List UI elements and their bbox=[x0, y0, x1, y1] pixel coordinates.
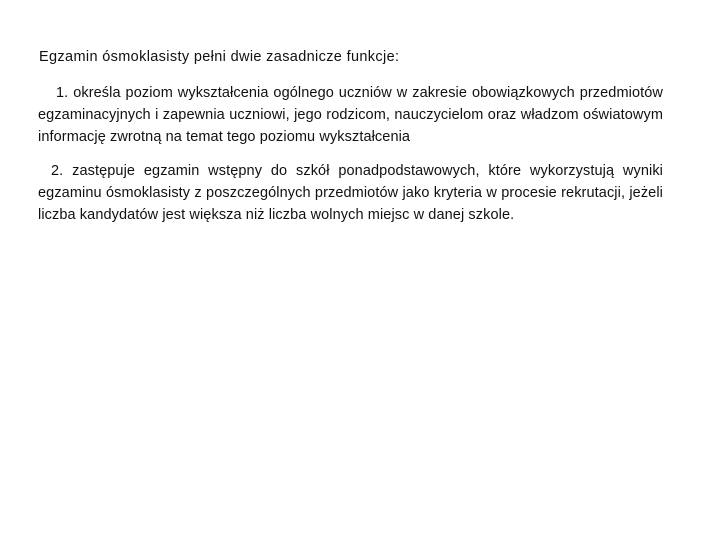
paragraph-function-1: 1. określa poziom wykształcenia ogólnego uczniów w zakresie obowiązkowych przedmiotów egzaminacyjnych i zapewnia uczniowi, jego rodzicom, nauczycielom oraz władzom oświatowym informację zwrotną na temat tego poziomu wykształcenia bbox=[38, 85, 663, 145]
paragraph-function-2: 2. zastępuje egzamin wstępny do szkół ponadpodstawowych, które wykorzystują wyniki egzaminu ósmoklasisty z poszczególnych przedmiotów jako kryteria w procesie rekrutacji, jeżeli liczba kandydatów jest większa niż liczba wolnych miejsc w danej szkole. bbox=[38, 163, 663, 223]
document-heading: Egzamin ósmoklasisty pełni dwie zasadnicze funkcje: bbox=[39, 49, 400, 65]
text-content bbox=[38, 46, 663, 238]
